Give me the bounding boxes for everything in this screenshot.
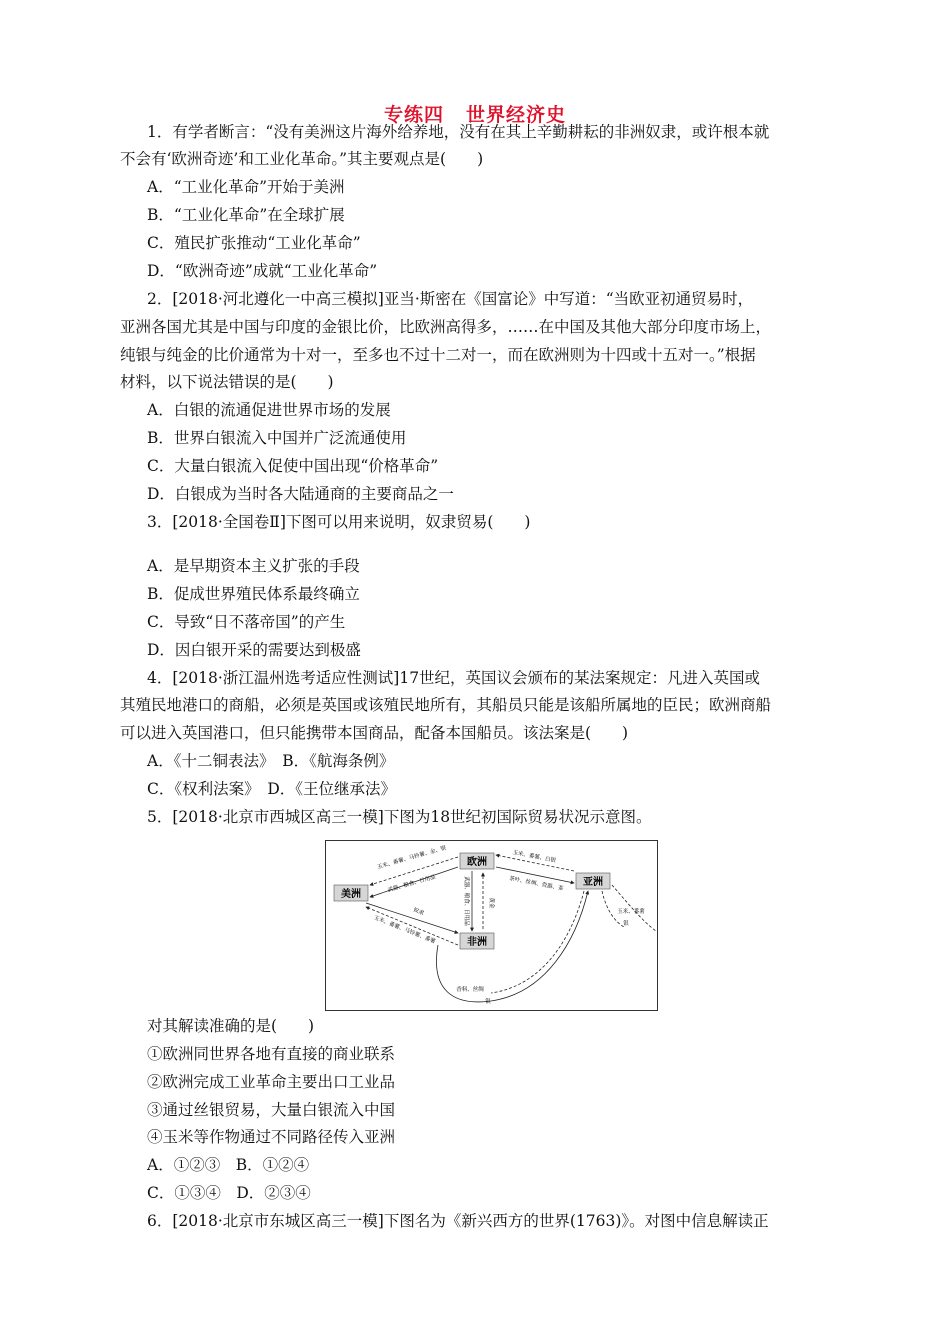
- label-goods-af-am: 玉米、番薯、马铃薯、番薯: [372, 914, 437, 946]
- q4-options-cd: C．《权利法案》 D．《王位继承法》: [147, 780, 397, 798]
- q2-option-d: D．白银成为当时各大陆通商的主要商品之一: [147, 485, 454, 503]
- route-asia-return: [491, 891, 584, 993]
- q5-statement-1: ①欧洲同世界各地有直接的商业联系: [147, 1045, 396, 1063]
- q3-stem-line-1: 3．[2018·全国卷Ⅱ]下图可以用来说明，奴隶贸易( ): [147, 513, 531, 531]
- q2-option-b: B．世界白银流入中国并广泛流通使用: [147, 429, 407, 447]
- q2-option-a: A．白银的流通促进世界市场的发展: [147, 401, 391, 419]
- q6-stem-line-1: 6．[2018·北京市东城区高三一模]下图名为《新兴西方的世界(1763)》。对图中信息解读正: [147, 1212, 769, 1230]
- q4-stem-line-3: 可以进入英国港口，但只能携带本国商品，配备本国船员。该法案是( ): [120, 724, 629, 742]
- label-goods-eu-am-top: 玉米、番薯、马铃薯、金、银: [376, 845, 447, 871]
- label-goods-eu-as-top: 玉米、番薯、白银: [512, 849, 557, 865]
- q5-statement-4: ④玉米等作物通过不同路径传入亚洲: [147, 1128, 396, 1146]
- label-goods-eu-af: 武器、粮食、日用品: [463, 876, 469, 926]
- q2-stem-line-3: 纯银与纯金的比价通常为十对一，至多也不过十二对一，而在欧洲则为十四或十五对一。”根据: [120, 346, 756, 364]
- label-silver-right: 银: [623, 921, 629, 927]
- q1-option-b: B．“工业化革命”在全球扩展: [147, 206, 345, 224]
- label-africa: 非洲: [467, 937, 487, 948]
- q2-stem-line-1: 2．[2018·河北遵化一中高三模拟]亚当·斯密在《国富论》中写道：“当欧亚初通贸易时，: [147, 290, 754, 308]
- title-main: 专练四: [383, 104, 444, 126]
- q5-options-cd: C．①③④ D．②③④: [147, 1184, 311, 1202]
- q1-option-c: C．殖民扩张推动“工业化革命”: [147, 234, 361, 252]
- label-goods-am-af: 奴隶: [412, 907, 425, 917]
- q2-stem-line-4: 材料，以下说法错误的是( ): [120, 373, 334, 391]
- q5-after-diagram: 对其解读准确的是( ): [147, 1017, 315, 1035]
- q1-stem-line-2: 不会有‘欧洲奇迹’和工业化革命。”其主要观点是( ): [120, 150, 484, 168]
- label-america: 美洲: [341, 889, 361, 900]
- label-goods-af-eu: 黄金: [488, 897, 494, 909]
- q1-option-d: D．“欧洲奇迹”成就“工业化革命”: [147, 262, 378, 280]
- q3-option-b: B．促成世界殖民体系最终确立: [147, 585, 360, 603]
- q2-stem-line-2: 亚洲各国尤其是中国与印度的金银比价，比欧洲高得多，……在中国及其他大部分印度市场上，: [120, 318, 772, 336]
- label-goods-eu-as-bottom: 茶叶、丝绸、瓷器、茶: [508, 875, 564, 893]
- q4-options-ab: A．《十二铜表法》 B．《航海条例》: [147, 752, 395, 770]
- trade-diagram: [325, 840, 658, 1011]
- label-goods-asia-right: 玉米、番薯: [617, 909, 645, 915]
- route-pacific-1: [612, 885, 656, 931]
- label-europe: 欧洲: [467, 857, 487, 868]
- label-goods-eu-am-bottom: 武器、粮食、日用品: [387, 874, 437, 894]
- q4-stem-line-1: 4．[2018·浙江温州选考适应性测试]17世纪，英国议会颁布的某法案规定：凡进入英国或: [147, 669, 761, 687]
- label-asia: 亚洲: [583, 877, 603, 888]
- trade-diagram-svg: [326, 841, 659, 1012]
- route-cape-to-asia: [436, 891, 588, 1002]
- q2-option-c: C．大量白银流入促使中国出现“价格革命”: [147, 457, 439, 475]
- q3-option-a: A．是早期资本主义扩张的手段: [147, 557, 360, 575]
- label-goods-bottom: 香料、丝绸: [456, 987, 484, 993]
- label-silver-bottom: 银: [485, 999, 491, 1005]
- title-sub: 世界经济史: [466, 104, 567, 126]
- q4-stem-line-2: 其殖民地港口的商船，必须是英国或该殖民地所有，其船员只能是该船所属地的臣民；欧洲商船: [120, 696, 772, 714]
- q3-option-d: D．因白银开采的需要达到极盛: [147, 641, 361, 659]
- q1-stem-line-1: 1．有学者断言：“没有美洲这片海外给养地，没有在其上辛勤耕耘的非洲奴隶，或许根本就: [147, 123, 770, 141]
- q3-option-c: C．导致“日不落帝国”的产生: [147, 613, 346, 631]
- q1-option-a: A．“工业化革命”开始于美洲: [147, 178, 345, 196]
- q5-stem-line-1: 5．[2018·北京市西城区高三一模]下图为18世纪初国际贸易状况示意图。: [147, 808, 652, 826]
- q5-statement-3: ③通过丝银贸易，大量白银流入中国: [147, 1101, 396, 1119]
- q5-options-ab: A．①②③ B．①②④: [147, 1156, 310, 1174]
- q5-statement-2: ②欧洲完成工业革命主要出口工业品: [147, 1073, 396, 1091]
